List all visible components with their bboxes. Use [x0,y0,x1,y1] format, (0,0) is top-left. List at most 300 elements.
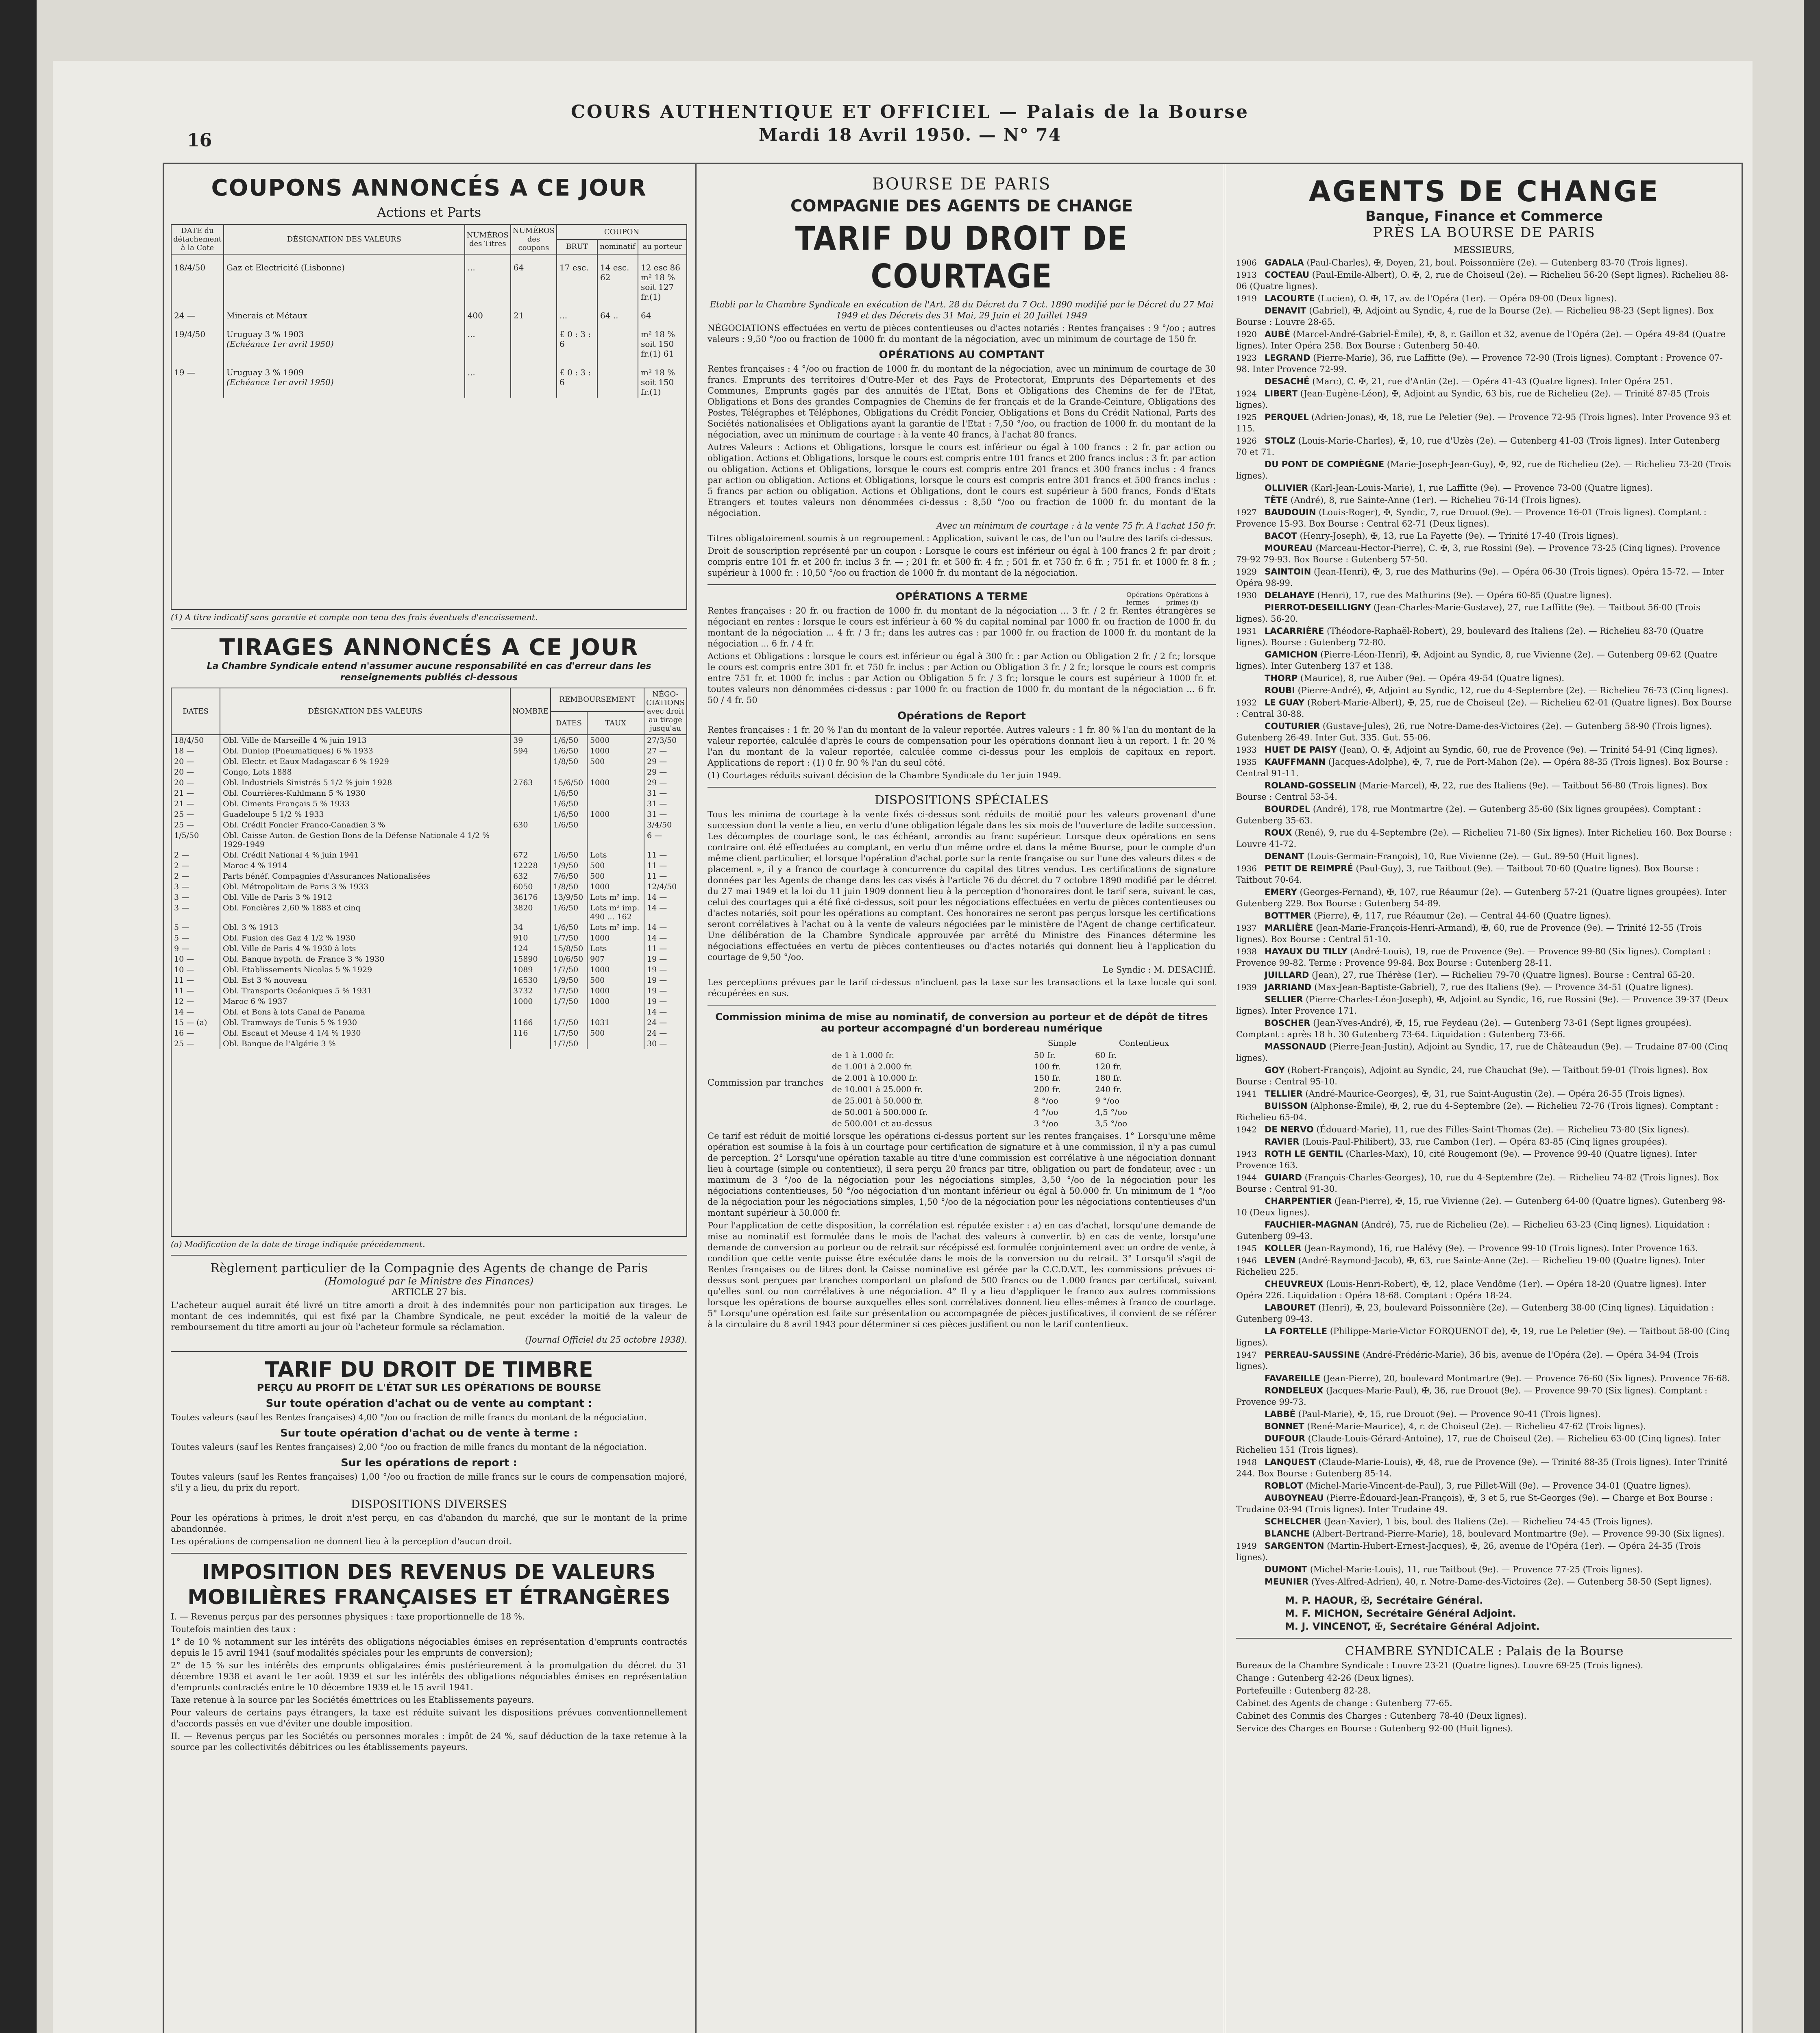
list-item [1236,1278,1732,1301]
droit-souscription: Droit de souscription représenté par un coupon : Lorsque le cours est inférieur ou égal à 100 francs 2 fr. par droit ; compris entre 101 fr. et 200 fr. inclus 3 fr. — ; 201 fr. et 500 fr. 4 fr. ; 501 fr. et 750 fr. 6 fr. ; 751 fr. et 1000 fr. 8 fr. ; supérieur à 1000 fr. : 10,50 °/oo ou fraction de 1000 fr. du montant de la négociation. [708,546,1216,578]
col-date: DATE du détachement à la Cote [171,224,224,254]
agent-name: DE NERVO [1265,1125,1314,1134]
table-row [171,321,687,359]
agent-details: (Jean-Xavier), 1 bis, boul. des Italiens (2e). — Richelieu 74-45 (Trois lignes). [1321,1517,1653,1526]
cell-date-remb: 1/9/50 [551,860,587,871]
agent-name: TÊTE [1265,495,1288,505]
table-row [171,986,687,996]
agent-name: LACARRIÈRE [1265,626,1324,636]
cell-titres: ... [465,359,511,398]
col-negociations: NÉGO-CIATIONS avec droit au tirage jusqu'au [644,688,687,735]
agent-name: SAINTOIN [1265,567,1311,577]
cell-taux [587,820,644,830]
list-item [1236,1088,1732,1099]
cell-coupon: 21 [511,303,557,321]
list-item [1236,1100,1732,1123]
cell-date: 3 — [171,892,220,903]
agent-details: (Pierre-Édouard-Jean-François), ✠, 3 et 5, rue St-Georges (9e). — Charge et Box Bourse : Trudaine 03-94 (Trois lignes). Inter Trudaine 49. [1236,1493,1713,1514]
table-row [171,254,687,303]
list-item [1236,863,1732,886]
cell-taux: 1000 [587,933,644,943]
cell-designation: Obl. 3 % 1913 [220,922,510,933]
agent-name: KOLLER [1265,1243,1302,1253]
cell-porteur: m² 18 % soit 150 fr.(1) 61 [638,321,687,359]
cell-date: 24 — [171,303,224,321]
table-row [171,1017,687,1028]
cell-nombre: 124 [510,943,551,954]
cell-date: 19 — [171,359,224,398]
list-item [1236,1433,1732,1456]
list-item [1236,946,1732,969]
table-row [171,996,687,1007]
speciales-title: DISPOSITIONS SPÉCIALES [875,793,1049,808]
cell-date-remb: 1/6/50 [551,799,587,809]
cell-date: 5 — [171,922,220,933]
cell-negociations: 19 — [644,954,687,964]
table-row [171,933,687,943]
table-row [171,1038,687,1049]
agent-year: 1945 [1236,1243,1257,1253]
agent-name: ROUBI [1265,686,1295,695]
list-item [1236,720,1732,743]
terme-text: Rentes françaises : 20 fr. ou fraction de 1000 fr. du montant de la négociation ... 3 fr. / 2 fr. Rentes étrangères se négociant en rentes : lorsque le cours est inférieur à 60 % du capital nominal par 1000 fr. ou fraction de 1000 fr. du montant de la négociation ... 4 fr. / 3 fr.; dans les autres cas : par 1000 fr. ou fraction de 1000 fr. du montant de la négociation ... 6 fr. / 4 fr. [708,606,1216,649]
cell-nombre: 34 [510,922,551,933]
commission-label: Commission par tranches [708,1077,824,1088]
staff-item: M. F. MICHON, Secrétaire Général Adjoint. [1285,1608,1516,1619]
cell-contentieux: 3,5 °/oo [1095,1119,1128,1128]
agent-details: (René-Marie-Maurice), 4, r. de Choiseul (2e). — Richelieu 47-62 (Trois lignes). [1304,1421,1646,1431]
table-row [829,1061,1195,1072]
agent-name: DELAHAYE [1265,590,1315,600]
list-item [1236,1385,1732,1408]
cell-designation: Obl. Fusion des Gaz 4 1/2 % 1930 [220,933,510,943]
timbre-h3: Sur les opérations de report : [341,1457,517,1469]
agent-name: GADALA [1265,258,1304,268]
cell-taux [587,788,644,799]
cell-taux: 1000 [587,746,644,756]
agent-name: EMERY [1265,887,1297,897]
cell-nominatif: 14 esc. 62 [597,254,638,303]
list-item [1236,851,1732,862]
agent-details: (Pierre-Marie), 36, rue Laffitte (9e). — Provence 72-90 (Trois lignes). Comptant : Provence 07-98. Inter Provence 72-99. [1236,353,1723,374]
list-item [1236,494,1732,506]
list-item [1236,1540,1732,1563]
header-date: Mardi 18 Avril 1950. — N° 74 [758,125,1062,145]
agent-name: BAUDOUIN [1265,507,1316,517]
timbre-p1: Toutes valeurs (sauf les Rentes françaises) 4,00 °/oo ou fraction de mille francs du montant de la négociation. [171,1413,647,1422]
list-item [1236,744,1732,755]
agent-name: JARRIAND [1265,982,1312,992]
agent-details: (Théodore-Raphaël-Robert), 29, boulevard des Italiens (2e). — Richelieu 83-70 (Quatre lignes). Bourse : Gutenberg 72-80. [1236,626,1704,647]
agent-details: (Paul-Charles), ✠, Doyen, 21, boul. Poissonnière (2e). — Gutenberg 83-70 (Trois lignes). [1304,258,1688,268]
list-item [1236,1219,1732,1242]
cell-negociations: 14 — [644,922,687,933]
agents-subtitle: Banque, Finance et Commerce [1365,208,1603,224]
autres-valeurs-text: Autres Valeurs : Actions et Obligations, lorsque le cours est inférieur ou égal à 100 francs : 2 fr. par action ou obligation. Actions et Obligations, lorsque le cours est compris entre 101 francs et 200 francs inclus : 3 fr. par action ou obligation. Actions et Obligations, lorsque le cours est compris entre 201 francs et 300 francs inclus : 4 francs par action ou obligation. Actions et Obligations, lorsque le cours est compris entre 301 francs et 500 francs inclus : 5 francs par action ou obligation. Actions et Obligations, dont le cours est supérieur à 500 francs, Fonds d'Etats Etrangers et toutes valeurs non dénommées ci-dessus : 8,50 °/oo ou fraction de 1000 fr. du montant de la négociation. [708,442,1216,518]
agent-name: GOY [1265,1065,1285,1075]
cell-tranche: de 50.001 à 500.000 fr. [832,1107,928,1117]
list-item [1236,1492,1732,1515]
agent-name: FAUCHIER-MAGNAN [1265,1220,1358,1230]
agent-details: (Karl-Jean-Louis-Marie), 1, rue Laffitte (9e). — Provence 73-00 (Quatre lignes). [1308,483,1653,493]
cell-nombre: 910 [510,933,551,943]
list-item [1236,803,1732,826]
agent-details: (Jean-Marie-François-Henri-Armand), ✠, 60, rue de Provence (9e). — Trinité 12-55 (Trois lignes). Box Bourse : Central 51-10. [1236,923,1702,944]
cell-taux: 5000 [587,735,644,746]
tirages-footnote: (a) Modification de la date de tirage indiquée précédemment. [171,1239,425,1249]
agent-name: MEUNIER [1265,1577,1309,1587]
cell-taux: 500 [587,1028,644,1038]
agent-details: (Yves-Alfred-Adrien), 40, r. Notre-Dame-des-Victoires (2e). — Gutenberg 58-50 (Sept lignes). [1308,1577,1712,1587]
agent-details: (Édouard-Marie), 11, rue des Filles-Saint-Thomas (2e). — Richelieu 73-80 (Six lignes). [1313,1125,1689,1134]
cell-taux: 1000 [587,996,644,1007]
table-row [171,303,687,321]
agent-details: (Paul-Marie), ✠, 15, rue Drouot (9e). — Provence 90-41 (Trois lignes). [1295,1409,1601,1419]
reglement-article: ARTICLE 27 bis. [391,1287,467,1297]
scan-edge-left [0,0,37,2033]
imposition-p7: II. — Revenus perçus par les Sociétés ou personnes morales : impôt de 24 %, sauf déduction de la taxe retenue à la source par les collectivités débitrices ou les établissements payeurs. [171,1731,687,1752]
agent-name: BOTTMER [1265,911,1311,921]
agent-name: PERREAU-SAUSSINE [1265,1350,1360,1360]
report-text: Rentes françaises : 1 fr. 20 % l'an du montant de la valeur reportée. Autres valeurs : 1 fr. 80 % l'an du montant de la valeur reportée, calculée d'après le cours de compensation pour les opérations donnant lieu à un report. 1 fr. 20 % l'an du montant de la valeur reportée, calculée comme ci-dessus pour les emplois de capitaux en report. Applications de report : (1) 0 fr. 90 % l'an du seul côté. [708,725,1216,768]
cell-date-remb: 1/6/50 [551,922,587,933]
cell-negociations: 14 — [644,903,687,922]
cell-negociations: 11 — [644,860,687,871]
col-brut: BRUT [557,239,597,255]
table-row [171,860,687,871]
cell-designation: Obl. et Bons à lots Canal de Panama [220,1007,510,1017]
tirages-subtitle: La Chambre Syndicale entend n'assumer aucune responsabilité en cas d'erreur dans les renseignements publiés ci-dessous [207,661,651,683]
agent-details: (René), 9, rue du 4-Septembre (2e). — Richelieu 71-80 (Six lignes). Inter Richelieu 160. Box Bourse : Louvre 41-72. [1236,828,1732,849]
cell-negociations: 31 — [644,788,687,799]
cell-date-remb: 1/7/50 [551,1017,587,1028]
agent-name: BUISSON [1265,1101,1308,1111]
agent-details: (Jean), O. ✠, Adjoint au Syndic, 60, rue de Provence (9e). — Trinité 54-91 (Cinq lignes). [1337,745,1718,755]
minimum-note: Avec un minimum de courtage : à la vente 75 fr. A l'achat 150 fr. [936,521,1216,531]
cell-designation: Obl. Métropolitain de Paris 3 % 1933 [220,882,510,892]
coupons-title: COUPONS ANNONCÉS A CE JOUR [211,175,647,201]
list-item [1236,1148,1732,1171]
agent-details: (André), 178, rue Montmartre (2e). — Gutenberg 35-60 (Six lignes groupées). Comptant : Gutenberg 35-63. [1236,804,1701,825]
agent-details: (François-Charles-Georges), 10, rue du 4-Septembre (2e). — Richelieu 74-82 (Trois lignes). Box Bourse : Central 91-30. [1236,1173,1719,1194]
table-row [829,1084,1195,1095]
list-item [1236,649,1732,672]
list-item [1236,376,1732,387]
agent-year: 1923 [1236,353,1257,363]
agent-details: (Jean-Pierre), ✠, 15, rue Vivienne (2e). — Gutenberg 64-00 (Quatre lignes). Gutenberg 98-10 (Deux lignes). [1236,1196,1726,1217]
agent-details: (Jean), 27, rue Thérèse (1er). — Richelieu 79-70 (Quatre lignes). Bourse : Central 65-20. [1309,970,1695,980]
list-item [1236,994,1732,1016]
cell-date-remb: 1/7/50 [551,1038,587,1049]
cell-nombre: 12228 [510,860,551,871]
table-row [171,903,687,922]
staff-item: M. J. VINCENOT, ✠, Secrétaire Général Adjoint. [1285,1621,1540,1632]
dispositions-diverses-title: DISPOSITIONS DIVERSES [351,1498,507,1511]
cell-date-remb: 1/7/50 [551,964,587,975]
agent-name: DU PONT DE COMPIÈGNE [1265,459,1385,469]
list-item [1236,1564,1732,1575]
table-row [171,892,687,903]
agent-year: 1946 [1236,1256,1257,1265]
agent-name: GAMICHON [1265,650,1318,660]
col-porteur: au porteur [638,239,687,255]
cell-nombre: 6050 [510,882,551,892]
col-simple: Simple [1047,1038,1076,1048]
cell-nombre: 1166 [510,1017,551,1028]
agent-year: 1943 [1236,1149,1257,1159]
list-item [1236,1172,1732,1195]
cell-negociations: 27 — [644,746,687,756]
agent-details: (Marie-Marcel), ✠, 22, rue des Italiens (9e). — Taitbout 56-80 (Trois lignes). Box Bourse : Central 53-54. [1236,781,1708,802]
cell-date-remb: 1/6/50 [551,735,587,746]
cell-date-remb: 1/7/50 [551,986,587,996]
cell-designation: Uruguay 3 % 1903 (Echéance 1er avril 1950) [224,321,465,359]
list-item [1236,780,1732,803]
list-item [1236,1243,1732,1254]
cell-designation: Obl. Crédit National 4 % juin 1941 [220,850,510,860]
cell-nombre [510,788,551,799]
agent-name: MASSONAUD [1265,1042,1326,1051]
agent-year: 1947 [1236,1350,1257,1360]
cell-contentieux: 9 °/oo [1095,1096,1119,1106]
agent-details: (Claude-Marie-Louis), ✠, 48, rue de Provence (9e). — Trinité 88-35 (Trois lignes). Inter Trinité 244. Box Bourse : Gutenberg 85-14. [1236,1457,1728,1478]
list-item [1236,1041,1732,1064]
table-row [829,1106,1195,1118]
agent-details: (Marceau-Hector-Pierre), C. ✠, 3, rue Rossini (9e). — Provence 73-25 (Cinq lignes). Provence 79-92 79-93. Box Bourse : Gutenberg 57-50. [1236,543,1720,564]
cell-date: 18 — [171,746,220,756]
agent-name: LABOURET [1265,1303,1316,1313]
cell-nombre [510,830,551,850]
agent-name: CHARPENTIER [1265,1196,1332,1206]
cell-date-remb: 1/6/50 [551,850,587,860]
cell-taux: 500 [587,860,644,871]
reglement-subtitle: (Homologué par le Ministre des Finances) [324,1276,534,1287]
agent-year: 1948 [1236,1457,1257,1467]
cell-designation: Obl. Courrières-Kuhlmann 5 % 1930 [220,788,510,799]
agent-name: LACOURTE [1265,294,1315,303]
cell-taux: Lots [587,850,644,860]
list-item [1236,590,1732,601]
terme-col-fermes: Opérations fermes [1126,591,1163,606]
list-item [1236,886,1732,909]
chambre-lines [1236,1660,1732,1734]
agent-name: PIERROT-DESEILLIGNY [1265,603,1371,612]
agent-details: (Jacques-Adolphe), ✠, 7, rue de Port-Mahon (2e). — Opéra 88-35 (Trois lignes). Box Bourse : Central 91-11. [1236,757,1729,778]
cell-nominatif [597,321,638,359]
commission-table [708,1036,1216,1129]
list-item [1236,305,1732,328]
agent-name: RAVIER [1265,1137,1300,1147]
list-item [1236,1421,1732,1432]
cell-negociations: 14 — [644,892,687,903]
agent-name: AUBOYNEAU [1265,1493,1324,1503]
cell-simple: 4 °/oo [1034,1107,1058,1117]
col-taux: TAUX [587,712,644,735]
list-item [1236,1576,1732,1587]
cell-date: 19/4/50 [171,321,224,359]
agent-name: DUMONT [1265,1565,1308,1574]
cell-negociations: 29 — [644,777,687,788]
agent-name: SCHELCHER [1265,1517,1321,1526]
agent-name: SELLIER [1265,995,1303,1004]
cell-designation: Obl. Tramways de Tunis 5 % 1930 [220,1017,510,1028]
courtage-title: TARIF DU DROIT DE COURTAGE [795,220,1128,295]
cell-designation: Obl. Dunlop (Pneumatiques) 6 % 1933 [220,746,510,756]
column-middle [708,175,1216,1332]
report-note: (1) Courtages réduits suivant décision de la Chambre Syndicale du 1er juin 1949. [708,771,1062,780]
agent-name: HUET DE PAISY [1265,745,1337,755]
cell-titres: ... [465,321,511,359]
col-coupons: NUMÉROS des coupons [511,224,557,254]
cell-taux [587,799,644,809]
col-contentieux: Contentieux [1119,1038,1169,1048]
imposition-p6: Pour valeurs de certains pays étrangers, la taxe est réduite suivant les dispositions prévues conventionnellement d'accords passés en vue d'éviter une double imposition. [171,1708,687,1728]
cell-designation: Obl. Foncières 2,60 % 1883 et cinq [220,903,510,922]
agent-details: (Gabriel), ✠, Adjoint au Syndic, 4, rue de la Bourse (2e). — Richelieu 98-23 (Sept lignes). Box Bourse : Louvre 28-65. [1236,306,1714,327]
cell-taux: 1000 [587,986,644,996]
table-row [171,735,687,746]
agent-details: (André-Louis), 19, rue de Provence (9e). — Provence 99-80 (Six lignes). Comptant : Provence 99-82. Terme : Provence 99-84. Box Bourse : Gutenberg 28-11. [1236,947,1711,968]
cell-taux: 500 [587,975,644,986]
cell-nombre: 1000 [510,996,551,1007]
cell-date-remb: 1/7/50 [551,996,587,1007]
agent-name: PERQUEL [1265,412,1309,422]
list-item [1236,411,1732,434]
cell-designation: Obl. Banque hypoth. de France 3 % 1930 [220,954,510,964]
agent-name: DENAVIT [1265,306,1306,316]
timbre-h2: Sur toute opération d'achat ou de vente à terme : [280,1427,578,1439]
table-row [171,777,687,788]
cell-brut: £ 0 : 3 : 6 [557,359,597,398]
perceptions: Les perceptions prévues par le tarif ci-dessus n'incluent pas la taxe sur les transactions et la taxe locale qui sont récupérées en sus. [708,977,1216,998]
list-item [1236,969,1732,981]
cell-nombre [510,756,551,767]
table-row [171,799,687,809]
list-item [1236,697,1732,720]
list-item [1236,542,1732,565]
agent-details: (Jean-Charles-Marie-Gustave), 27, rue Laffitte (9e). — Taitbout 56-00 (Trois lignes). 56-20. [1236,603,1700,624]
agent-details: (Michel-Marie-Louis), 11, rue Taitbout (9e). — Provence 77-25 (Trois lignes). [1307,1565,1643,1574]
list-item [1236,1195,1732,1218]
report-title: Opérations de Report [897,710,1026,722]
cell-nombre: 3732 [510,986,551,996]
list-item [1236,388,1732,411]
agent-year: 1913 [1236,270,1257,280]
agent-details: (Robert-François), Adjoint au Syndic, 24, rue Chauchat (9e). — Taitbout 59-01 (Trois lignes). Box Bourse : Central 95-10. [1236,1065,1708,1086]
comptant-text: Rentes françaises : 4 °/oo ou fraction de 1000 fr. du montant de la négociation, avec un minimum de courtage de 30 francs. Emprunts des territoires d'Outre-Mer et des Pays de Protectorat, Emprunts des Départements et des Communes, Emprunts gagés par des annuités de l'Etat, Bons et Obligations des Chemins de fer de l'Etat, Obligations et Bons des grandes Compagnies de Chemins de fer français et de la Grande-Ceinture, Obligations des Postes, Télégraphes et Téléphones, Obligations du Crédit Foncier, Obligations et Bons du Crédit National, Parts des Sociétés nationalisées et Obligations ayant la garantie de l'Etat : 7,50 °/oo, ou fraction de 1000 fr. du montant de la négociation, avec un minimum de courtage : à la vente 40 francs, à l'achat 80 francs. [708,364,1216,440]
agent-year: 1932 [1236,698,1257,707]
cell-nombre: 630 [510,820,551,830]
terme-col-primes: Opérations à primes (f) [1166,591,1208,606]
cell-negociations: 29 — [644,767,687,777]
cell-nombre: 1089 [510,964,551,975]
cell-nombre: 15890 [510,954,551,964]
cell-negociations: 14 — [644,1007,687,1017]
cell-negociations: 6 — [644,830,687,850]
agent-details: (Pierre-André), ✠, Adjoint au Syndic, 12, rue du 4-Septembre (2e). — Richelieu 76-73 (Cinq lignes). [1295,686,1729,695]
table-row [829,1072,1195,1084]
cell-negociations: 14 — [644,933,687,943]
cell-contentieux: 240 fr. [1095,1084,1122,1094]
cell-negociations: 19 — [644,975,687,986]
agent-name: COCTEAU [1265,270,1310,280]
table-row [171,820,687,830]
agent-details: (Alphonse-Émile), ✠, 2, rue du 4-Septembre (2e). — Richelieu 72-76 (Trois lignes). Comptant : Richelieu 65-04. [1236,1101,1719,1122]
list-item [1236,756,1732,779]
agent-name: OLLIVIER [1265,483,1308,493]
agent-details: (Louis-Roger), ✠, Syndic, 7, rue Drouot (9e). — Provence 16-01 (Trois lignes). Comptant : Provence 15-93. Box Bourse : Central 62-71 (Deux lignes). [1236,507,1707,529]
agent-details: (Philippe-Marie-Victor FORQUENOT de), ✠, 19, rue Le Peletier (9e). — Taitbout 58-00 (Cinq lignes). [1236,1326,1730,1347]
list-item [1236,1373,1732,1384]
list-item [1236,530,1732,542]
coupons-footnote: (1) A titre indicatif sans garantie et compte non tenu des frais éventuels d'encaissement. [171,612,538,622]
cell-negociations: 30 — [644,1038,687,1049]
agent-details: (Albert-Bertrand-Pierre-Marie), 18, boulevard Montmartre (9e). — Provence 99-30 (Six lignes). [1309,1529,1725,1539]
tirages-title: TIRAGES ANNONCÉS A CE JOUR [219,634,639,661]
cell-date-remb: 1/9/50 [551,975,587,986]
agent-name: ROTH LE GENTIL [1265,1149,1343,1159]
agent-details: (Jean-Eugène-Léon), ✠, Adjoint au Syndic, 63 bis, rue de Richelieu (2e). — Trinité 87-85 (Trois lignes). [1236,389,1710,410]
cell-sub: (Echéance 1er avril 1950) [226,339,334,349]
agent-details: (Charles-Max), 10, cité Rougemont (9e). — Provence 99-40 (Quatre lignes). Inter Provence 163. [1236,1149,1697,1170]
agent-name: ROBLOT [1265,1481,1303,1491]
agent-name: LABBÉ [1265,1409,1295,1419]
cell-date: 21 — [171,799,220,809]
cell-date: 20 — [171,777,220,788]
col-dates: DATES [171,688,220,735]
cell-nombre: 39 [510,735,551,746]
col-designation: DÉSIGNATION DES VALEURS [220,688,510,735]
cell-date: 12 — [171,996,220,1007]
cell-designation: Obl. Electr. et Eaux Madagascar 6 % 1929 [220,756,510,767]
imposition-title: IMPOSITION DES REVENUS DE VALEURS MOBILIÈRES FRANÇAISES ET ÉTRANGÈRES [187,1560,671,1609]
col-group-coupon: COUPON [557,224,687,239]
cell-designation: Obl. Escaut et Meuse 4 1/4 % 1930 [220,1028,510,1038]
cell-date: 18/4/50 [171,254,224,303]
cell-nombre [510,1007,551,1017]
table-row [829,1095,1195,1106]
agent-details: (Jean-Raymond), 16, rue Halévy (9e). — Provence 99-10 (Trois lignes). Inter Provence 163. [1301,1243,1698,1253]
agent-name: MOUREAU [1265,543,1313,553]
cell-taux: Lots m² imp. [587,892,644,903]
col-nombre: NOMBRE [510,688,551,735]
agent-name: FAVAREILLE [1265,1373,1321,1383]
coupons-table [171,224,687,610]
terme-title: OPÉRATIONS A TERME [895,591,1028,603]
table-row [171,964,687,975]
list-item [1236,1136,1732,1147]
agent-details: (Gustave-Jules), 26, rue Notre-Dame-des-Victoires (2e). — Gutenberg 58-90 (Trois lignes). Gutenberg 26-49. Inter Gut. 335. Gut. 55-06. [1236,721,1712,742]
list-item [1236,1326,1732,1348]
agent-year: 1919 [1236,294,1257,303]
cell-simple: 150 fr. [1034,1073,1061,1083]
agent-details: (Maurice), 8, rue Auber (9e). — Opéra 49-54 (Quatre lignes). [1298,673,1565,683]
scan-edge-right [1804,0,1820,2033]
agent-year: 1937 [1236,923,1257,933]
agent-name: RONDELEUX [1265,1386,1324,1395]
list-item [1236,910,1732,921]
agent-year: 1936 [1236,864,1257,873]
cell-negociations: 31 — [644,799,687,809]
list-item [1236,673,1732,684]
cell-negociations: 19 — [644,964,687,975]
agent-year: 1941 [1236,1089,1257,1099]
cell-date-remb: 1/7/50 [551,1028,587,1038]
list-item [1236,982,1732,993]
agent-details: (André-Frédéric-Marie), 36 bis, avenue de l'Opéra (2e). — Opéra 34-94 (Trois lignes). [1236,1350,1699,1371]
timbre-subtitle: PERÇU AU PROFIT DE L'ÉTAT SUR LES OPÉRATIONS DE BOURSE [257,1382,601,1393]
dispositions-diverses-2: Les opérations de compensation ne donnent lieu à la perception d'aucun droit. [171,1537,512,1546]
